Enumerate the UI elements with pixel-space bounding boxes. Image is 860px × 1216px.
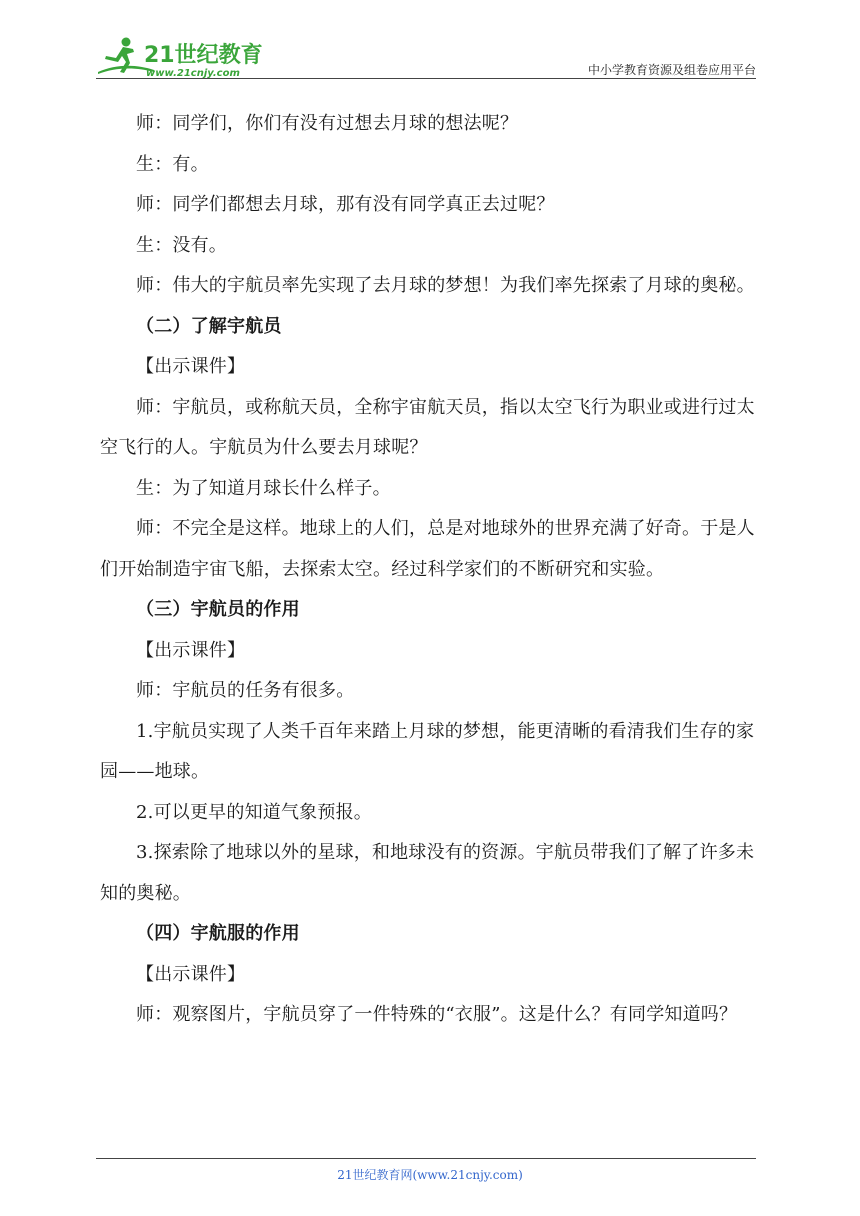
footer-divider xyxy=(96,1158,756,1159)
paragraph: 师：观察图片，宇航员穿了一件特殊的“衣服”。这是什么？有同学知道吗？ xyxy=(136,1004,738,1025)
paragraph: 3.探索除了地球以外的星球，和地球没有的资源。宇航员带我们了解了许多未知的奥秘。 xyxy=(100,842,755,904)
paragraph: 生：有。 xyxy=(136,153,209,175)
header-divider xyxy=(96,78,756,79)
paragraph: 【出示课件】 xyxy=(136,356,246,377)
paragraph: 师：宇航员，或称航天员，全称宇宙航天员，指以太空飞行为职业或进行过太空飞行的人。宇航员为什么要去月球呢？ xyxy=(100,396,755,458)
paragraph: 师：宇航员的任务有很多。 xyxy=(136,680,355,701)
logo-wordmark: 21世纪教育 xyxy=(144,43,263,68)
site-logo xyxy=(96,34,266,78)
section-heading: （四）宇航服的作用 xyxy=(136,923,300,944)
document-body xyxy=(100,104,766,1036)
paragraph: 生：没有。 xyxy=(136,234,227,256)
logo-url: www.21cnjy.com xyxy=(146,68,240,78)
section-heading: （三）宇航员的作用 xyxy=(136,599,300,620)
paragraph: 师：同学们，你们有没有过想去月球的想法呢？ xyxy=(136,113,519,134)
section-heading: （二）了解宇航员 xyxy=(136,315,282,337)
paragraph: 1.宇航员实现了人类千百年来踏上月球的梦想，能更清晰的看清我们生存的家园——地球。 xyxy=(100,720,755,782)
paragraph: 师：伟大的宇航员率先实现了去月球的梦想！为我们率先探索了月球的奥秘。 xyxy=(136,275,755,296)
paragraph: 2.可以更早的知道气象预报。 xyxy=(136,801,372,823)
paragraph: 师：不完全是这样。地球上的人们，总是对地球外的世界充满了好奇。于是人们开始制造宇宙飞船，去探索太空。经过科学家们的不断研究和实验。 xyxy=(100,518,755,580)
paragraph: 师：同学们都想去月球，那有没有同学真正去过呢？ xyxy=(136,194,555,215)
page-header xyxy=(96,28,756,80)
paragraph: 生：为了知道月球长什么样子。 xyxy=(136,477,391,499)
paragraph: 【出示课件】 xyxy=(136,639,246,661)
paragraph: 【出示课件】 xyxy=(136,963,246,985)
page-footer[interactable]: 21世纪教育网(www.21cnjy.com) xyxy=(337,1168,523,1182)
header-tagline: 中小学教育资源及组卷应用平台 xyxy=(587,63,756,77)
